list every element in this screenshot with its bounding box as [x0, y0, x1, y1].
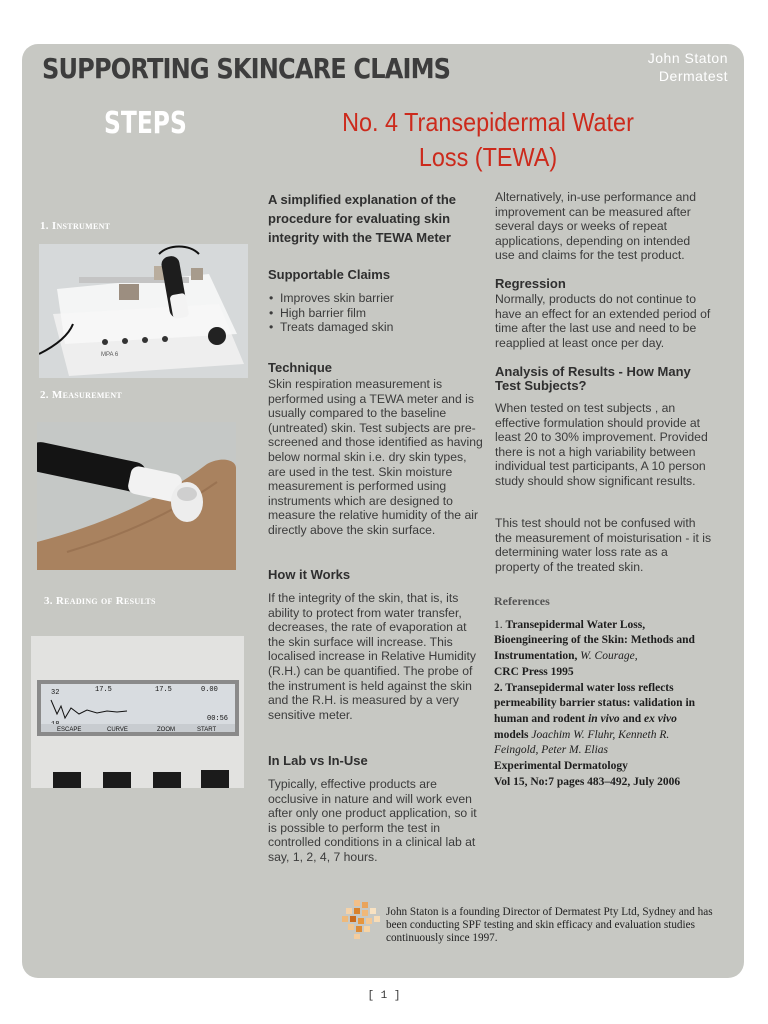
step-label-instrument: 1. Instrument — [40, 220, 111, 232]
screen-value-6: 00:56 — [207, 715, 229, 723]
author-header — [648, 49, 728, 85]
page-title: SUPPORTING SKINCARE CLAIMS — [42, 52, 451, 85]
technique-text: Skin respiration measurement is performed using a TEWA meter and is usually compared to the baseline (untreated) skin. Test subjects are pre-screened and those identified as having below normal skin i.e. dry skin types, are used in the test. Skin moisture measurement is performed using instruments which are designed to measure the relative humidity of the air directly above the skin surface. — [268, 377, 483, 537]
instrument-photo — [39, 244, 248, 378]
step-label-reading: 3. Reading of Results — [44, 595, 156, 607]
instrument-illustration — [39, 244, 248, 378]
claim-item: • Treats damaged skin — [280, 320, 468, 335]
step-label-measurement: 2. Measurement — [40, 389, 123, 401]
analysis-text: When tested on test subjects , an effective formulation should provide at least 20 to 30% improvement. Provided there is not a high variability between individual test participants, A 10 person study should show significant results. — [495, 401, 708, 488]
document-title: No. 4 Transepidermal Water Loss (TEWA) — [342, 107, 634, 172]
how-heading: How it Works — [268, 567, 351, 582]
analysis-heading: Analysis of Results - How Many Test Subjects? — [495, 364, 691, 393]
intro-text: A simplified explanation of the procedure for evaluating skin integrity with the TEWA Meter — [268, 192, 457, 245]
moisturisation-note: This test should not be confused with the measurement of moisturisation - it is determining water loss rate as a property of the treated skin. — [495, 516, 712, 574]
author-bio: John Staton is a founding Director of Dermatest Pty Ltd, Sydney and has been conducting SPF testing and skin efficacy and evaluation studies continuously since 1997. — [386, 906, 713, 945]
screen-button-zoom: ZOOM — [157, 727, 175, 733]
measurement-photo — [37, 422, 236, 570]
regression-text: Normally, products do not continue to have an effect for an extended period of time after the last use and need to be reapplied at least once per day. — [495, 292, 711, 350]
lab-heading: In Lab vs In-Use — [268, 753, 368, 768]
device-label: MPA 6 — [101, 352, 119, 358]
claim-item: • High barrier film — [280, 306, 468, 321]
claims-list — [268, 291, 468, 335]
steps-heading: STEPS — [104, 106, 187, 141]
measurement-illustration — [37, 422, 236, 570]
references — [494, 594, 710, 790]
author-name: John Staton — [647, 50, 728, 66]
lab-text: Typically, effective products are occlusive in nature and will work even after only one product application, so it is possible to perform the test in controlled conditions in a clinical lab at say, 1, 2, 4, 7 hours. — [268, 777, 477, 864]
screen-button-start: START — [197, 727, 217, 733]
reading-photo — [31, 636, 244, 788]
reading-illustration — [31, 636, 244, 788]
screen-button-escape: ESCAPE — [57, 727, 82, 733]
mosaic-logo-icon — [340, 898, 384, 940]
page-number: [ 1 ] — [367, 990, 401, 1002]
claim-item: • Improves skin barrier — [280, 291, 468, 306]
technique-heading: Technique — [268, 360, 333, 375]
alternative-text: Alternatively, in-use performance and improvement can be measured after several days or weeks of repeat applications, depending on intended use and claims for the test product. — [495, 190, 696, 263]
dermatest-logo — [340, 898, 384, 940]
how-text: If the integrity of the skin, that is, its ability to protect from water transfer, decreases, the rate of evaporation at the skin surface will increase. This localised increase in Relative Humidity (R.H.) can be quantified. The probe of the instrument is held against the skin and the R.H. is measured by a very sensitive meter. — [268, 591, 476, 722]
screen-value-1: 32 — [51, 689, 60, 697]
reference-1: 1. Transepidermal Water Loss, Bioengineering of the Skin: Methods and Instrumentation, W. Courage, CRC Press 1995 — [494, 618, 695, 678]
author-org: Dermatest — [658, 68, 728, 84]
screen-button-curve: CURVE — [107, 727, 128, 733]
claims-heading: Supportable Claims — [268, 267, 391, 282]
screen-value-4: 0.00 — [201, 686, 218, 694]
screen-value-2: 17.5 — [95, 686, 112, 694]
reference-2: 2. Transepidermal water loss reflects permeability barrier status: validation in human and rodent in vivo and ex vivo models Joachim W. Fluhr, Kenneth R. Feingold, Peter M. Elias Experimental Dermatology Vol 15, No:7 pages 483–492, July 2006 — [494, 681, 696, 788]
screen-value-3: 17.5 — [155, 686, 172, 694]
references-heading: References — [494, 594, 550, 608]
regression-heading: Regression — [495, 276, 566, 291]
